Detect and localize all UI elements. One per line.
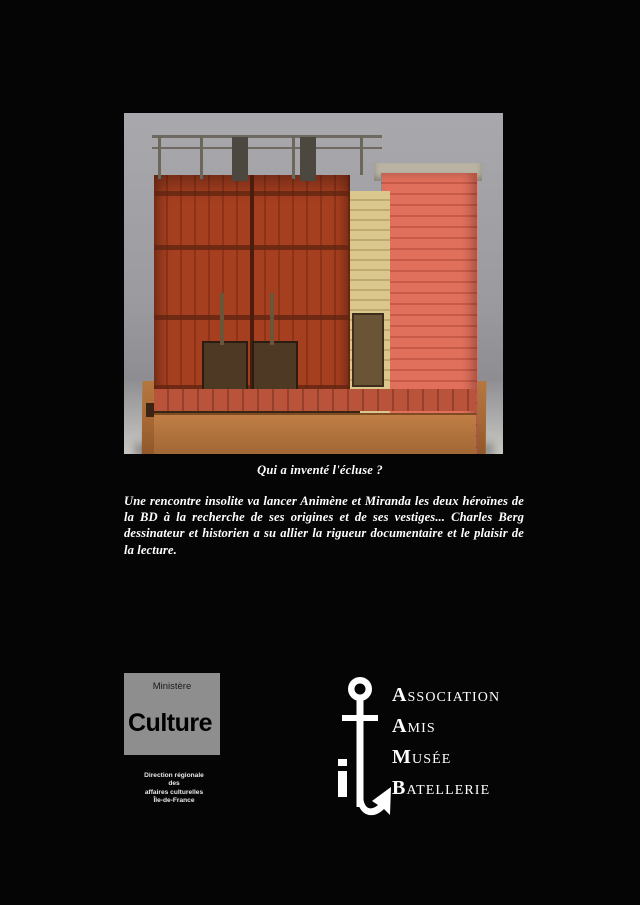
association-line <box>392 712 542 743</box>
association-rest: ATELLERIE <box>406 783 491 798</box>
ministry-label: Ministère <box>152 681 192 692</box>
association-rest: USÉE <box>411 752 452 767</box>
page-title: Qui a inventé l'écluse ? <box>257 463 383 477</box>
association-wordmark <box>392 681 542 805</box>
ministry-culture-logo <box>124 673 220 755</box>
ministry-subtitle-line: des <box>168 780 180 788</box>
association-line <box>392 681 542 712</box>
association-rest: SSOCIATION <box>407 690 501 705</box>
association-initial: B <box>392 777 407 799</box>
winch-right <box>300 137 316 181</box>
top-railing-secondary <box>152 147 382 149</box>
association-logo <box>332 675 532 835</box>
association-line <box>392 743 542 774</box>
ministry-wordmark: Culture <box>128 709 212 737</box>
paddle-rod-left <box>220 293 224 345</box>
ministry-subtitle-line: affaires culturelles <box>144 788 204 796</box>
inner-doorway <box>352 313 384 387</box>
paddle-gear-left <box>202 341 248 391</box>
winch-left <box>232 137 248 181</box>
association-initial: M <box>392 746 412 768</box>
base-brick-edge <box>154 389 476 411</box>
blurb-text: Une rencontre insolite va lancer Animène et Miranda les deux héroïnes de la BD à la recherche de ses origines et de ses vestiges... Charles Berg dessinateur et historien a su allier la rigueur documentaire et le plaisir de la lecture. <box>124 494 524 557</box>
association-rest: MIS <box>407 721 436 736</box>
brick-pier <box>381 173 477 454</box>
top-railing <box>152 135 382 138</box>
paddle-rod-right <box>270 293 274 345</box>
ministry-subtitle <box>124 772 224 806</box>
ministry-subtitle-line: Direction régionale <box>144 772 204 779</box>
base-front-face <box>154 413 476 454</box>
ministry-subtitle-line: Île-de-France <box>153 797 195 805</box>
lock-model-photograph <box>124 113 503 454</box>
association-initial: A <box>392 684 408 706</box>
association-line <box>392 774 542 805</box>
association-initial: A <box>392 715 408 737</box>
paddle-gear-right <box>252 341 298 391</box>
